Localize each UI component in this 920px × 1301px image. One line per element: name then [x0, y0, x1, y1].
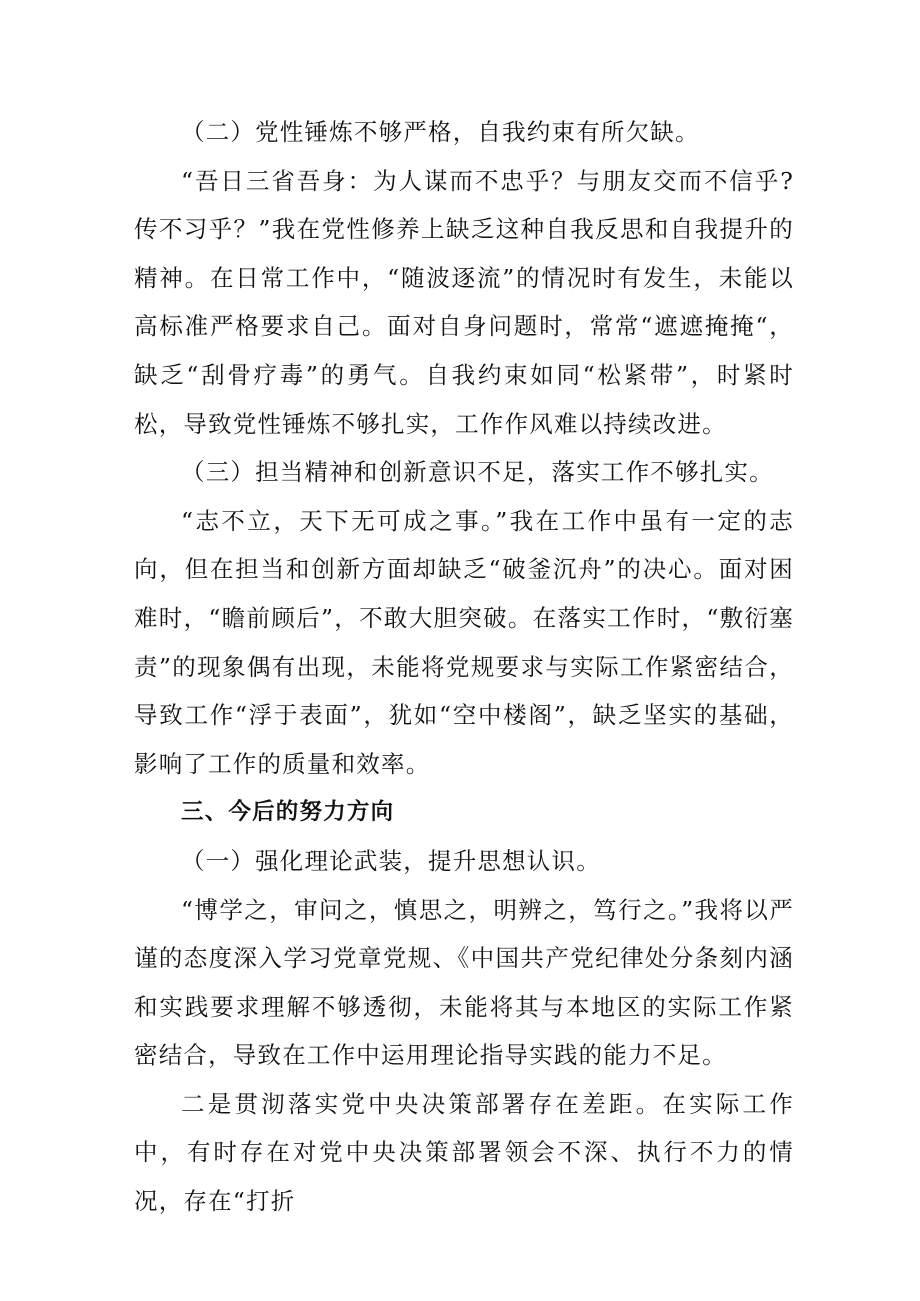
subsection-paragraph-3: “志不立，天下无可成之事。”我在工作中虽有一定的志向，但在担当和创新方面却缺乏“破釜沉舟”的决心。面对困难时，“瞻前顾后”，不敢大胆突破。在落实工作时，“敷衍塞责”的现象偶有出现，未能将党规要求与实际工作紧密结合，导致工作“浮于表面”，犹如“空中楼阁”，缺乏坚实的基础，影响了工作的质量和效率。: [134, 506, 794, 778]
section3-point-2-paragraph: 二是贯沏落实党中央决策部署存在差距。在实际工作中，有时存在对党中央决策部署领会不深、执行不力的情况，存在“打折: [134, 1089, 794, 1216]
subsection-heading-2: （二）党性锤炼不够严格，自我约束有所欠缺。: [181, 118, 700, 146]
document-body: [134, 108, 794, 1226]
section-heading-3: 三、今后的努力方向: [181, 799, 395, 826]
section3-subsection-paragraph-1: “博学之，审问之，慎思之，明辨之，笃行之。”我将以严谨的态度深入学习党章党规、《中国共产党纪律处分条刻内涵和实践要求理解不够透彻，未能将其与本地区的实际工作紧密结合，导致在工作中运用理论指导实践的能力不足。: [134, 895, 794, 1070]
subsection-paragraph-2: “吾日三省吾身：为人谋而不忠乎？与朋友交而不信乎?传不习乎？”我在党性修养上缺乏这种自我反思和自我提升的精神。在日常工作中，“随波逐流”的情况时有发生，未能以高标准严格要求自己。面对自身问题时，常常“遮遮掩掩“，缺乏“刮骨疗毒”的勇气。自我约束如同“松紧带”，时紧时松，导致党性锤炼不够扎实，工作作风难以持续改进。: [134, 166, 794, 438]
section3-subsection-heading-1: （一）强化理论武装，提升思想认识。: [181, 846, 601, 875]
subsection-heading-3: （三）担当精神和创新意识不足，落实工作不够扎实。: [181, 458, 774, 487]
